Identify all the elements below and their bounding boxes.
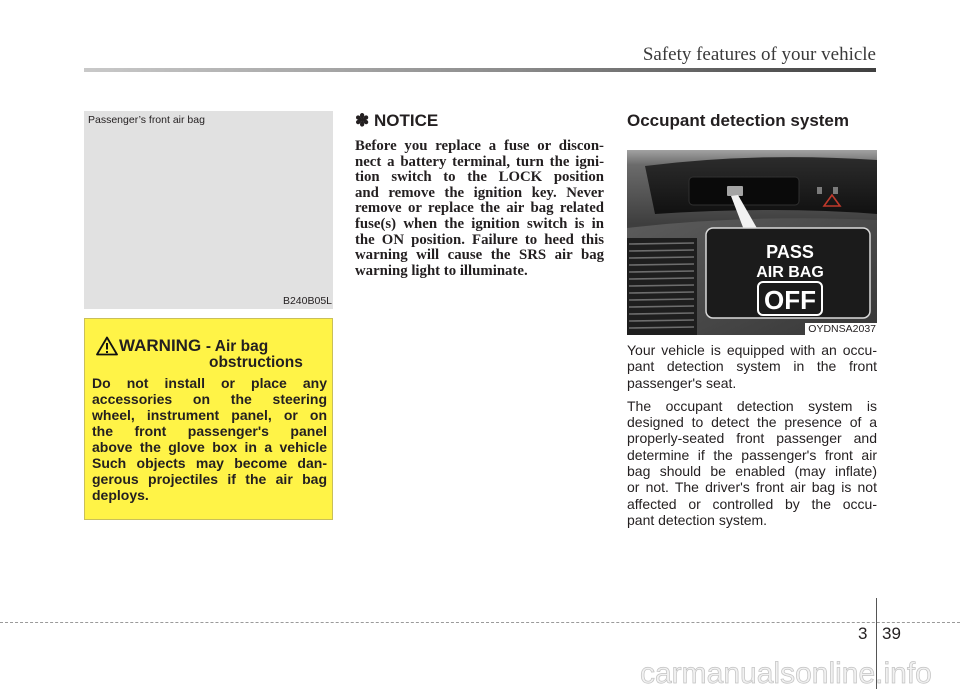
warning-line: wheel, instrument panel, or on [92,407,327,423]
warning-line: deploys. [92,487,149,503]
passenger-airbag-figure [84,111,333,309]
inset-pass-text: PASS [766,242,814,262]
watermark: carmanualsonline.info [640,657,932,690]
header-rule [84,68,876,72]
notice-line: fuse(s) when the ignition switch is in [355,215,604,232]
figure-code: OYDNSA2037 [805,323,877,335]
notice-line: and remove the ignition key. Never [355,184,604,201]
section-title: Safety features of your vehicle [642,44,876,65]
warning-line: Such objects may become dan- [92,455,327,471]
occupant-detection-heading: Occupant detection system [627,111,850,130]
warning-label: WARNING [119,336,202,355]
body-line: designed to detect the presence of a [627,414,877,431]
figure-label: Passenger’s front air bag [88,114,205,126]
dashboard-illustration [627,150,877,335]
body-line: properly-seated front passenger and [627,430,877,447]
body-line: passenger's seat. [627,374,737,391]
warning-box [84,318,333,520]
notice-line: the ON position. Failure to heed this [355,231,604,248]
notice-heading: ✽ NOTICE [355,111,439,130]
warning-topic-continued: obstructions [209,354,303,371]
notice-line: tion switch to the LOCK position [355,169,604,186]
paragraph [627,342,877,391]
body-line: affected or controlled by the occu- [627,495,877,512]
figure-code: B240B05L [282,295,332,307]
occupant-detection-text [627,342,877,528]
notice-line: Before you replace a fuse or discon- [355,138,604,154]
body-line: determine if the passenger's front air [627,446,877,463]
chapter-number: 3 [858,624,868,643]
warning-line: Do not install or place any [92,375,327,391]
notice-line: nect a battery terminal, turn the igni- [355,153,604,170]
body-line: bag should be enabled (may inflate) [627,463,877,480]
warning-line: gerous projectiles if the air bag [92,471,327,487]
inset-airbag-text: AIR BAG [756,264,824,281]
warning-line: above the glove box in a vehicle [92,439,327,455]
body-line: pant detection system. [627,511,768,528]
notice-line: remove or replace the air bag related [355,200,604,217]
notice-line: warning light to illuminate. [355,262,528,279]
warning-triangle-icon [96,336,118,356]
body-line: The occupant detection system is [627,397,877,414]
footer-dashed-rule [0,622,960,623]
body-line: pant detection system in the front [627,358,877,375]
notice-line: warning will cause the SRS air bag [355,247,604,264]
notice-text [355,139,604,279]
body-line: Your vehicle is equipped with an occu- [627,342,877,358]
pass-airbag-off-photo [627,150,877,335]
body-line: or not. The driver's front air bag is not [627,479,877,496]
airbag-indicator-lamp [727,186,743,196]
paragraph [627,398,877,528]
warning-line: accessories on the steering [92,391,327,407]
warning-topic: - Air bag [205,338,269,355]
warning-text [92,375,327,503]
warning-line: the front passenger's panel [92,423,327,439]
page-number: 39 [882,624,901,643]
inset-off-text: OFF [764,285,816,315]
